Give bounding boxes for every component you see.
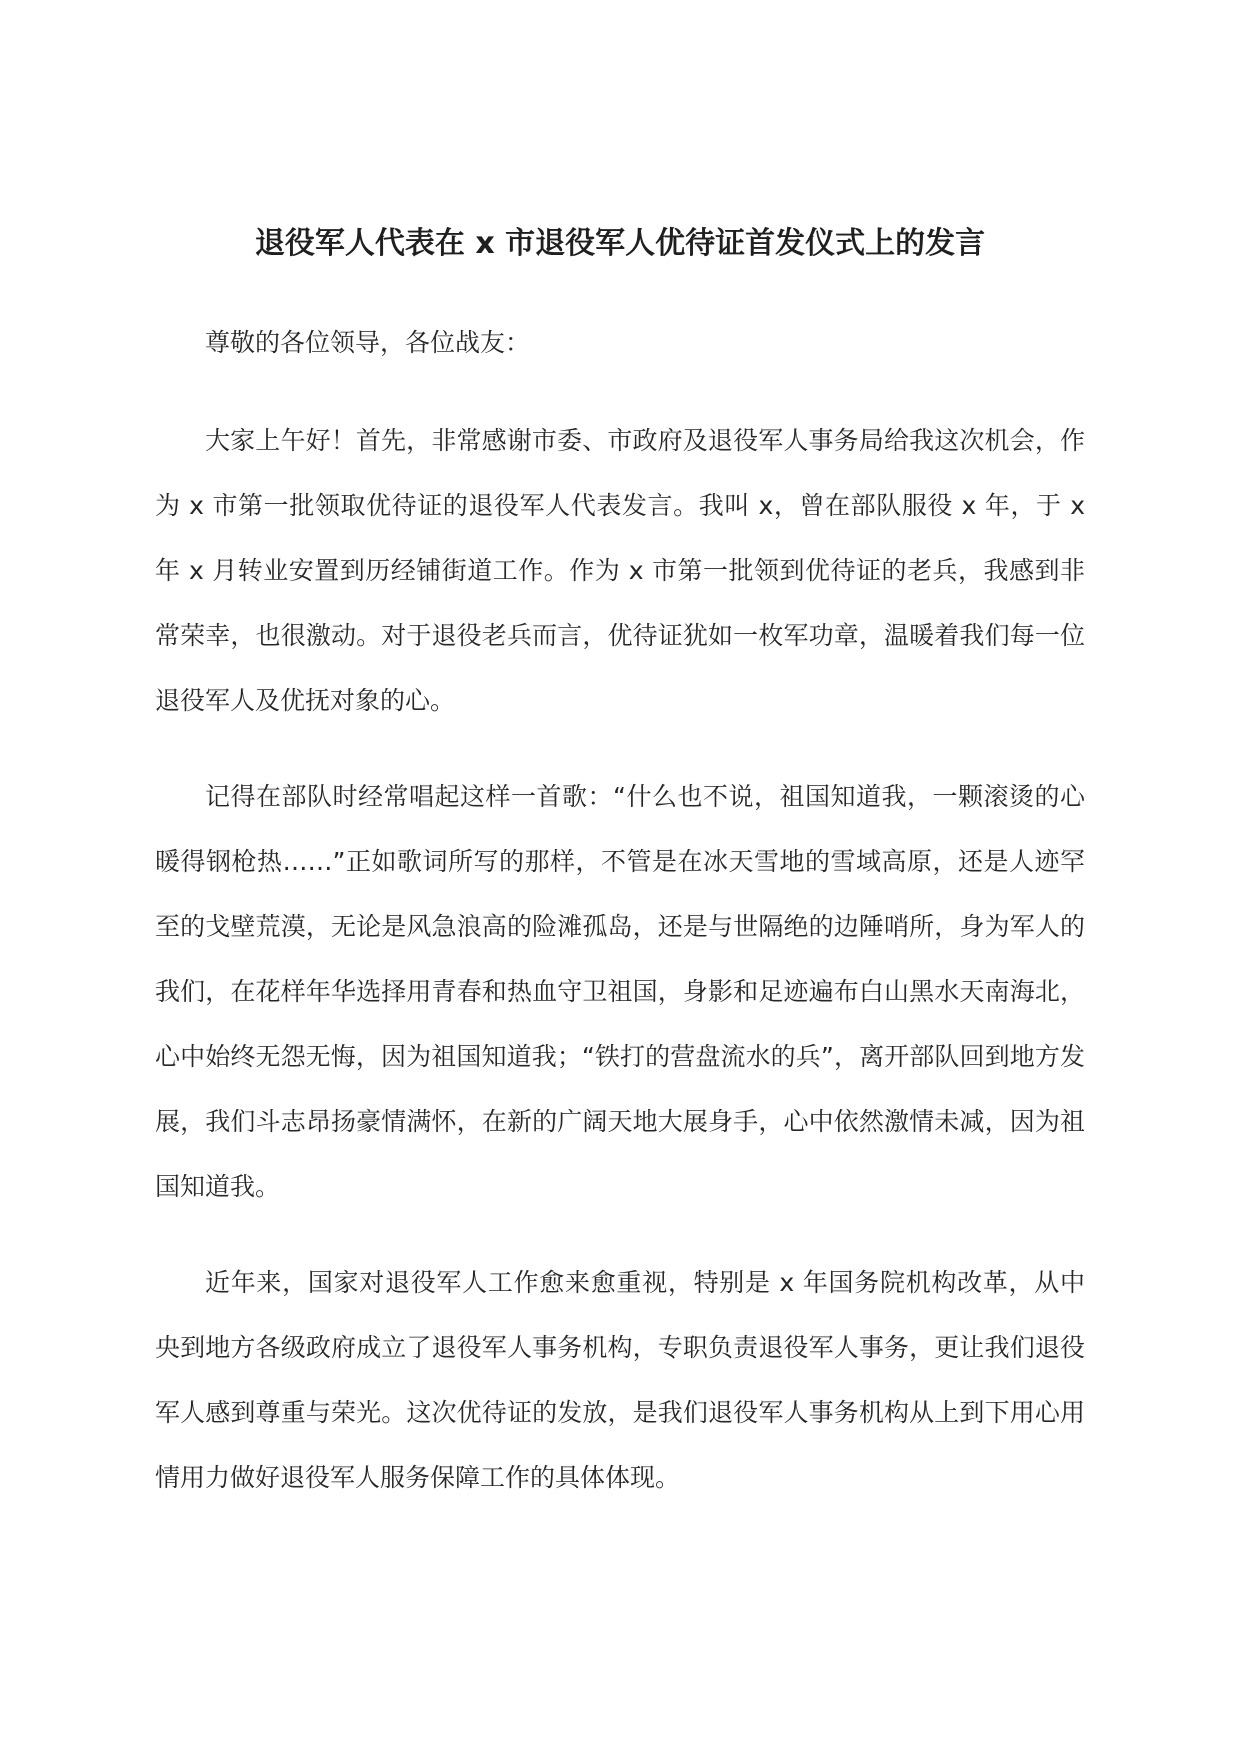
paragraph-opening: 大家上午好！首先，非常感谢市委、市政府及退役军人事务局给我这次机会，作为 x 市第一批领取优待证的退役军人代表发言。我叫 x，曾在部队服役 x 年，于 x 年 x 月转业安置到历经铺街道工作。作为 x 市第一批领到优待证的老兵，我感到非常荣幸，也很激动。对于退役老兵而言，优待证犹如一枚军功章，温暖着我们每一位退役军人及优抚对象的心。 — [155, 426, 1085, 715]
document-title: 退役军人代表在 x 市退役军人优待证首发仪式上的发言 — [254, 226, 986, 261]
paragraph-song-memories: 记得在部队时经常唱起这样一首歌：“什么也不说，祖国知道我，一颗滚烫的心暖得钢枪热……”正如歌词所写的那样，不管是在冰天雪地的雪域高原，还是人迹罕至的戈壁荒漠，无论是风急浪高的险滩孤岛，还是与世隔绝的边陲哨所，身为军人的我们，在花样年华选择用青春和热血守卫祖国，身影和足迹遍布白山黑水天南海北，心中始终无怨无悔，因为祖国知道我；“铁打的营盘流水的兵”，离开部队回到地方发展，我们斗志昂扬豪情满怀，在新的广阔天地大展身手，心中依然激情未减，因为祖国知道我。 — [155, 782, 1085, 1201]
salutation: 尊敬的各位领导，各位战友： — [205, 328, 531, 357]
paragraph-recent-years: 近年来，国家对退役军人工作愈来愈重视，特别是 x 年国务院机构改革，从中央到地方各级政府成立了退役军人事务机构，专职负责退役军人事务，更让我们退役军人感到尊重与荣光。这次优待证的发放，是我们退役军人事务机构从上到下用心用情用力做好退役军人服务保障工作的具体体现。 — [155, 1268, 1085, 1492]
